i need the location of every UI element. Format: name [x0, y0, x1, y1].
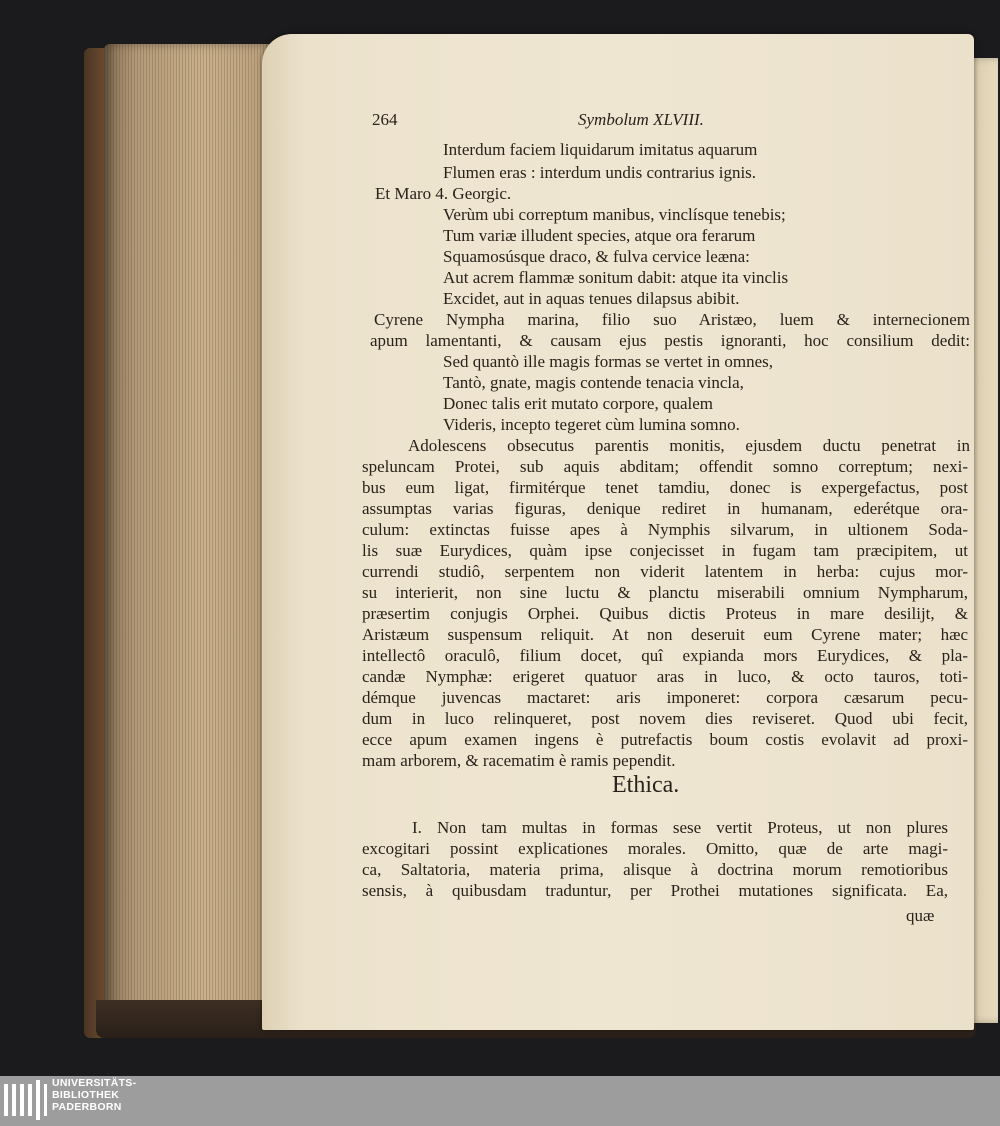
text-line: I. Non tam multas in formas sese vertit Proteus, ut non plures	[412, 818, 948, 837]
text-line: dum in luco relinqueret, post novem dies reviseret. Quod ubi fecit,	[362, 709, 968, 728]
text-line: ca, Saltatoria, materia prima, alisque à doctrina morum remotioribus	[362, 860, 948, 879]
text-line: Tantò, gnate, magis contende tenacia vincla,	[443, 373, 744, 392]
section-heading: Ethica.	[612, 772, 680, 798]
text-line: Interdum faciem liquidarum imitatus aquarum	[443, 140, 758, 159]
text-line: Aut acrem flammæ sonitum dabit: atque ita vinclis	[443, 268, 789, 287]
text-line: Excidet, aut in aquas tenues dilapsus abibit.	[443, 289, 740, 308]
library-name-line: UNIVERSITÄTS-	[52, 1077, 137, 1089]
library-name-line: PADERBORN	[52, 1101, 122, 1113]
running-head: Symbolum XLVIII.	[578, 110, 704, 129]
text-line: excogitari possint explicationes morales. Omitto, quæ de arte magi-	[362, 839, 948, 858]
text-line: Donec talis erit mutato corpore, qualem	[443, 394, 714, 413]
text-line: lis suæ Eurydices, quàm ipse conjecisset in fugam tam præcipitem, ut	[362, 541, 968, 560]
text-line: mam arborem, & racematim è ramis pependit.	[362, 751, 676, 770]
text-line: su interierit, non sine luctu & planctu miserabili omnium Nympharum,	[362, 583, 968, 602]
text-line: culum: extinctas fuisse apes à Nymphis silvarum, in ultionem Soda-	[362, 520, 968, 539]
text-line: Adolescens obsecutus parentis monitis, ejusdem ductu penetrat in	[408, 436, 970, 455]
footer-bar	[0, 1076, 1000, 1126]
library-name-line: BIBLIOTHEK	[52, 1089, 120, 1101]
text-line: currendi studiô, serpentem non viderit latentem in herba: cujus mor-	[362, 562, 968, 581]
text-line: apum lamentanti, & causam ejus pestis ignoranti, hoc consilium dedit:	[370, 331, 970, 350]
page-block-edges	[104, 44, 284, 1012]
text-line: sensis, à quibusdam traduntur, per Prothei mutationes significata. Ea,	[362, 881, 948, 900]
page-number: 264	[372, 110, 398, 129]
text-line: candæ Nymphæ: erigeret quatuor aras in luco, & octo tauros, toti-	[362, 667, 968, 686]
catchword: quæ	[906, 906, 935, 925]
text-line: Tum variæ illudent species, atque ora ferarum	[443, 226, 756, 245]
text-line: Flumen eras : interdum undis contrarius ignis.	[443, 163, 757, 182]
text-line: Verùm ubi correptum manibus, vinclísque tenebis;	[443, 205, 786, 224]
text-line: præsertim conjugis Orphei. Quibus dictis Proteus in mare desilijt, &	[362, 604, 968, 623]
text-line: Cyrene Nympha marina, filio suo Aristæo, luem & internecionem	[374, 310, 970, 329]
text-line: Sed quantò ille magis formas se vertet in omnes,	[443, 352, 774, 371]
text-line: ecce apum examen ingens è putrefactis boum costis evolavit ad proxi-	[362, 730, 968, 749]
text-line: Aristæum suspensum reliquit. At non deseruit eum Cyrene mater; hæc	[362, 625, 968, 644]
text-line: Squamosúsque draco, & fulva cervice leæna:	[443, 247, 750, 266]
ub-paderborn-logo-icon	[4, 1078, 48, 1124]
text-line: intellectô oraculô, filium docet, quî expianda mors Eurydices, & pla-	[362, 646, 968, 665]
text-line: Videris, incepto tegeret cùm lumina somno.	[443, 415, 740, 434]
text-line: assumptas varias figuras, denique rediret in humanam, ederétque ora-	[362, 499, 968, 518]
text-line: démque juvencas mactaret: aris imponeret: corpora cæsarum pecu-	[362, 688, 968, 707]
text-line: speluncam Protei, sub aquis abditam; offendit somno correptum; nexi-	[362, 457, 968, 476]
text-line: bus eum ligat, firmitérque tenet tamdiu, donec is expergefactus, post	[362, 478, 968, 497]
text-line: Et Maro 4. Georgic.	[375, 184, 512, 203]
